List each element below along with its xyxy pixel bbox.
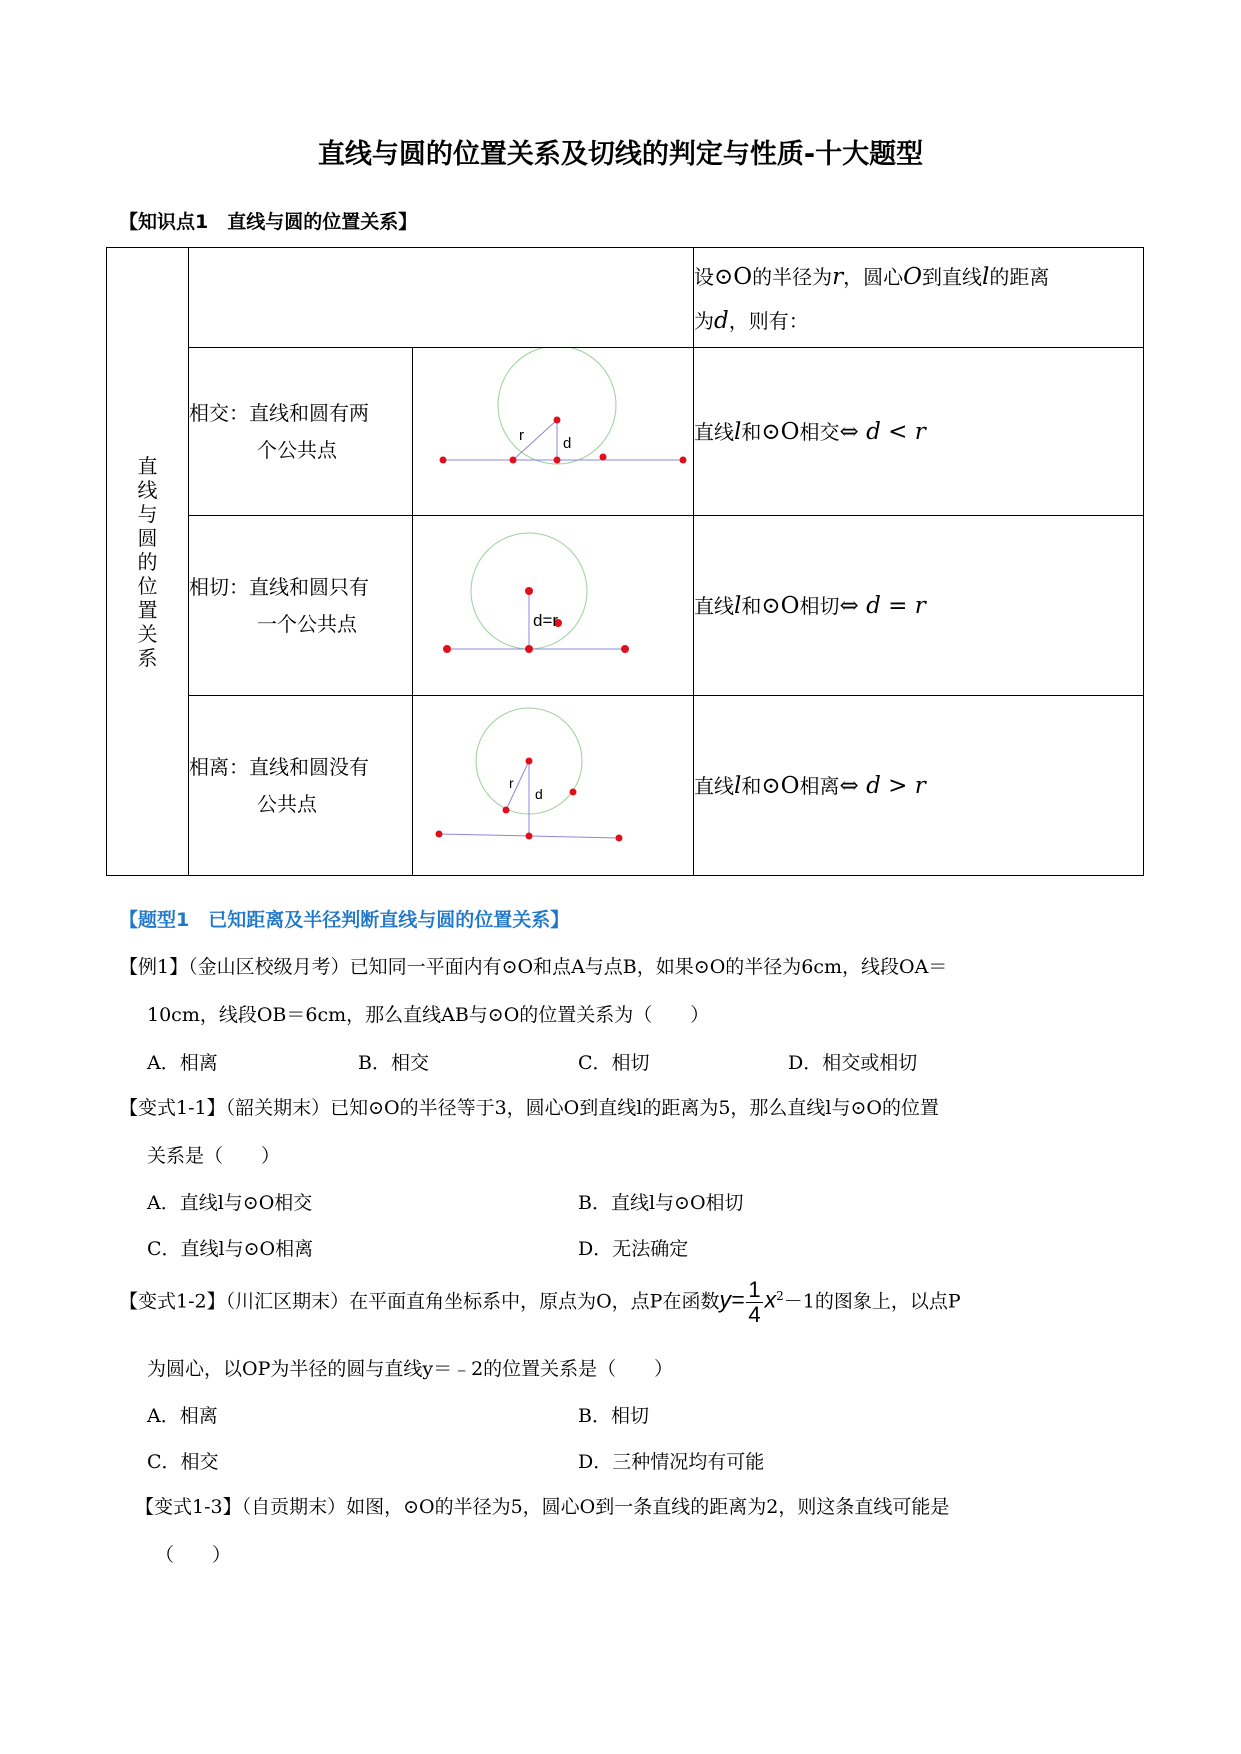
radius-label: r (509, 775, 514, 791)
cond-text: 的半径为 (752, 264, 833, 289)
center-symbol: O (903, 263, 922, 290)
center-point (525, 587, 533, 595)
variant1-3-line1: 【变式1-3】（自贡期末）如图，⊙O的半径为5，圆心O到一条直线的距离为2，则这条直线可能是 (135, 1496, 950, 1518)
example1-option-b: B．相交 (358, 1052, 429, 1074)
variant1-1-line1: 【变式1-1】（韶关期末）已知⊙O的半径等于3，圆心O到直线l的距离为5，那么直线l与⊙O的位置 (119, 1097, 939, 1119)
side-label-cell (107, 248, 189, 876)
radius-symbol: r (832, 263, 844, 290)
distance-symbol: d (714, 307, 729, 334)
example1-option-a: A．相离 (147, 1052, 218, 1074)
tangent-point (525, 645, 533, 653)
intersect-diagram-cell (413, 348, 694, 516)
variant1-1-line2: 关系是（ ） (147, 1145, 281, 1167)
separate-diagram (413, 696, 694, 870)
cond-text: 直线 (694, 593, 734, 618)
variant1-2-option-b: B．相切 (578, 1405, 649, 1427)
foot-point (554, 457, 561, 464)
example1-option-c: C．相切 (578, 1052, 650, 1074)
side-label-char: 置 (137, 597, 158, 622)
center-point (526, 758, 533, 765)
side-label-char: 直 (137, 453, 158, 478)
knowledge-heading: 【知识点1 直线与圆的位置关系】 (119, 211, 418, 233)
example1-line2: 10cm，线段OB＝6cm，那么直线AB与⊙O的位置关系为（ ） (147, 1004, 710, 1026)
knowledge-table (106, 247, 1144, 876)
point (570, 789, 577, 796)
intersection-point (600, 454, 607, 461)
point (616, 835, 623, 842)
variant1-1-option-d: D．无法确定 (578, 1238, 689, 1260)
point (440, 457, 447, 464)
side-label-char: 线 (137, 477, 158, 502)
separate-diagram-cell (413, 696, 694, 876)
cond-text: 直线 (694, 773, 734, 798)
variant1-2-line1 (119, 1278, 961, 1327)
function-y: y= (719, 1286, 745, 1313)
distance-label: d (535, 786, 543, 802)
side-label-char: 与 (137, 501, 158, 526)
line-symbol: l (734, 772, 742, 799)
radius-label: r (519, 427, 524, 444)
cond-text: ，则有： (728, 308, 809, 333)
fraction-denominator: 4 (748, 1302, 761, 1327)
foot-point (526, 833, 533, 840)
variant1-1-option-b: B．直线l与⊙O相切 (578, 1192, 744, 1214)
relation-formula: ⇔ d = r (839, 592, 926, 619)
cond-text: 相切 (799, 593, 840, 618)
variant1-2-text: 的图象上，以点P (814, 1290, 961, 1313)
point (503, 807, 510, 814)
line-symbol: l (982, 263, 990, 290)
intersect-name: 相交：直线和圆有两 (189, 400, 369, 425)
side-label-char: 的 (137, 549, 158, 574)
separate-name: 相离：直线和圆没有 (189, 754, 369, 779)
side-label-char: 位 (137, 573, 158, 598)
exponent: 2 (776, 1289, 784, 1304)
cond-text: 和 (741, 773, 762, 798)
cond-text: 为 (694, 308, 714, 333)
cond-text: 的距离 (989, 264, 1050, 289)
relation-formula: ⇔ d > r (839, 772, 926, 799)
intersection-point (510, 457, 517, 464)
intersect-condition-cell (694, 348, 1144, 516)
header-condition-cell (694, 248, 1144, 348)
line-symbol: l (734, 592, 742, 619)
variant1-2-option-d: D．三种情况均有可能 (578, 1451, 765, 1473)
separate-name-cont: 公共点 (257, 791, 317, 816)
cond-text: 相离 (799, 773, 840, 798)
intersect-diagram (413, 348, 694, 510)
line-symbol: l (734, 418, 742, 445)
circle-o-symbol: ⊙O (714, 263, 753, 290)
circle-o-symbol: ⊙O (761, 418, 800, 445)
variant1-2-line2: 为圆心，以OP为半径的圆与直线y＝﹣2的位置关系是（ ） (147, 1358, 674, 1380)
cond-text: 和 (741, 419, 762, 444)
cond-text: 设 (694, 264, 714, 289)
center-point (554, 417, 561, 424)
circle-o-symbol: ⊙O (761, 592, 800, 619)
side-label (107, 454, 188, 670)
cond-text: 和 (741, 593, 762, 618)
cond-text: 直线 (694, 419, 734, 444)
tangent-diagram (413, 516, 694, 690)
side-label-char: 系 (137, 645, 158, 670)
relation-formula: ⇔ d < r (839, 418, 926, 445)
page-title: 直线与圆的位置关系及切线的判定与性质-十大题型 (317, 139, 924, 170)
point (680, 457, 687, 464)
variant1-2-option-c: C．相交 (147, 1451, 219, 1473)
cond-text: 相交 (799, 419, 840, 444)
variant1-2-text: 【变式1-2】（川汇区期末）在平面直角坐标系中，原点为O，点P在函数 (119, 1290, 720, 1313)
variant1-1-option-c: C．直线l与⊙O相离 (147, 1238, 314, 1260)
distance-radius-label: d=r (533, 611, 559, 630)
side-label-char: 圆 (137, 525, 158, 550)
separate-condition-cell (694, 696, 1144, 876)
tangent-condition-cell (694, 516, 1144, 696)
fraction-numerator: 1 (748, 1277, 761, 1302)
variant1-1-option-a: A．直线l与⊙O相交 (147, 1192, 313, 1214)
intersect-name-cont: 个公共点 (257, 437, 337, 462)
separate-name-cell (189, 696, 413, 876)
point (443, 645, 451, 653)
tangent-name-cont: 一个公共点 (257, 611, 357, 636)
tangent-diagram-cell (413, 516, 694, 696)
cond-text: ，圆心 (843, 264, 904, 289)
tangent-name: 相切：直线和圆只有 (189, 574, 369, 599)
cond-text: 到直线 (922, 264, 982, 289)
example1-line1: 【例1】（金山区校级月考）已知同一平面内有⊙O和点A与点B，如果⊙O的半径为6cm，线段OA＝ (119, 956, 948, 978)
function-x: x (764, 1286, 777, 1313)
example1-option-d: D．相交或相切 (788, 1052, 918, 1074)
point (621, 645, 629, 653)
tangent-name-cell (189, 516, 413, 696)
point (436, 831, 443, 838)
side-label-char: 关 (137, 621, 158, 646)
variant1-3-line2: （ ） (155, 1544, 232, 1566)
circle-o-symbol: ⊙O (761, 772, 800, 799)
function-constant: －1 (783, 1290, 815, 1313)
header-blank-cell (189, 248, 694, 348)
section-heading: 【题型1 已知距离及半径判断直线与圆的位置关系】 (119, 909, 570, 931)
fraction (746, 1278, 762, 1327)
distance-label: d (563, 435, 572, 452)
intersect-name-cell (189, 348, 413, 516)
variant1-2-option-a: A．相离 (147, 1405, 218, 1427)
